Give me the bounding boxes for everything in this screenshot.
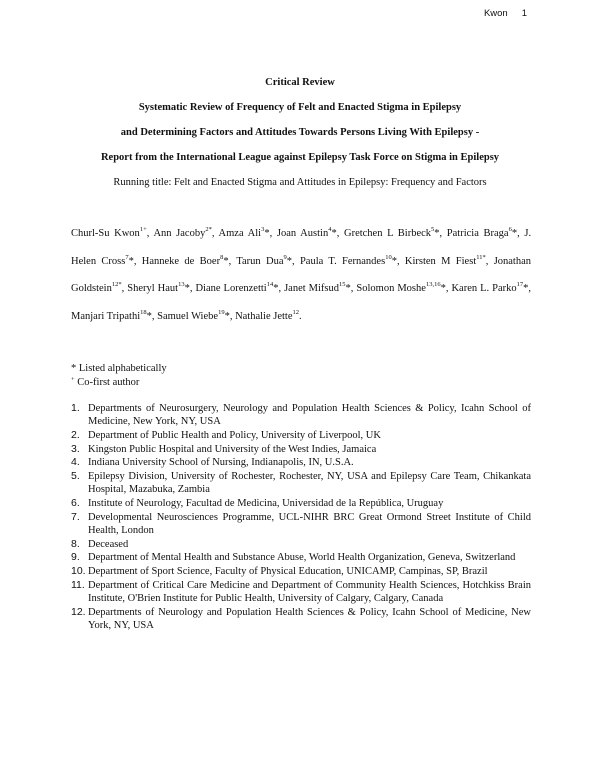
affiliation-item <box>71 606 531 632</box>
author-affiliation-sup: 2* <box>205 226 212 233</box>
author-entry <box>404 253 494 267</box>
author-name: Nathalie Jette <box>235 310 293 322</box>
author-affiliation-sup: 9 <box>283 253 287 261</box>
author-separator: , <box>211 228 219 239</box>
author-affiliation-sup: 1+ <box>139 226 147 233</box>
author-name: Jonathan Goldstein <box>71 255 532 294</box>
affiliation-number: 4. <box>71 456 80 469</box>
author-affiliation-sup: 3 <box>261 226 265 233</box>
affiliation-text: Department of Sport Science, Faculty of Physical Education, UNICAMP, Campinas, SP, Brazil <box>88 565 488 577</box>
author-name: Ann Jacoby <box>153 228 206 239</box>
co-first-text: Co-first author <box>74 377 140 388</box>
author-name: Gretchen L Birbeck <box>343 228 432 239</box>
author-separator: , <box>146 228 154 239</box>
author-entry <box>71 308 158 322</box>
author-separator: *, <box>184 283 196 294</box>
header-author: Kwon <box>483 8 508 19</box>
author-name: Karen L. Parko <box>451 283 517 294</box>
affiliation-item <box>71 429 531 442</box>
affiliation-text: Kingston Public Hospital and University of the West Indies, Jamaica <box>88 443 377 455</box>
affiliation-number: 8. <box>71 537 80 550</box>
title-block <box>0 70 600 195</box>
page-number: 1 <box>521 8 527 19</box>
affiliation-text: Deceased <box>88 538 129 550</box>
affiliation-item <box>71 538 531 551</box>
author-name: Patricia Braga <box>446 228 509 239</box>
author-separator: *, <box>331 228 344 239</box>
affiliation-text: Department of Public Health and Policy, University of Liverpool, UK <box>88 429 381 441</box>
author-affiliation-sup: 8 <box>220 253 224 261</box>
author-name: Diane Lorenzetti <box>195 283 267 294</box>
author-affiliation-sup: 15 <box>339 281 346 288</box>
author-separator: *, <box>434 228 447 239</box>
author-affiliation-sup: 18 <box>140 308 147 316</box>
author-entry <box>299 253 405 267</box>
note-listed-alphabetically: * Listed alphabetically <box>71 363 167 374</box>
author-list <box>71 220 531 330</box>
author-separator: *, <box>391 255 405 267</box>
author-entry <box>356 283 451 294</box>
author-separator: *, <box>223 255 237 267</box>
affiliation-number: 5. <box>71 470 80 483</box>
title-line-1: Systematic Review of Frequency of Felt and Enacted Stigma in Epilepsy <box>138 102 462 113</box>
affiliation-number: 6. <box>71 496 80 509</box>
author-entry <box>195 283 284 294</box>
affiliation-text: Department of Mental Health and Substance Abuse, World Health Organization, Geneva, Switzerland <box>88 552 516 564</box>
affiliation-item <box>71 443 531 456</box>
running-header <box>484 8 527 19</box>
author-separator: *, <box>345 283 357 294</box>
author-affiliation-sup: 7 <box>125 253 129 261</box>
author-affiliation-sup: 4 <box>328 226 332 233</box>
author-affiliation-sup: 11* <box>476 253 486 261</box>
author-name: Solomon Moshe <box>356 283 426 294</box>
affiliation-item <box>71 511 531 537</box>
author-name: Janet Mifsud <box>284 283 340 294</box>
author-entry <box>451 283 531 294</box>
affiliation-text: Institute of Neurology, Facultad de Medicina, Universidad de la República, Uruguay <box>88 497 444 509</box>
author-separator: *, <box>273 283 285 294</box>
affiliation-text: Department of Critical Care Medicine and Department of Community Health Sciences, Hotchkiss Brain Institute, O'Brien Institute for Public Health, University of Calgary, Calgary, Canada <box>88 579 531 604</box>
article-category: Critical Review <box>265 77 335 88</box>
author-affiliation-sup: 12* <box>111 281 122 288</box>
author-affiliation-sup: 5 <box>431 226 435 233</box>
affiliation-number: 1. <box>71 402 80 414</box>
affiliation-text: Developmental Neurosciences Programme, UCL-NIHR BRC Great Ormond Street Institute of Child Health, London <box>88 511 531 536</box>
author-affiliation-sup: 19 <box>218 308 225 316</box>
affiliation-item <box>71 456 531 469</box>
affiliation-number: 10. <box>71 564 86 577</box>
author-affiliation-sup: 12 <box>292 308 299 316</box>
affiliation-number: 12. <box>71 605 86 618</box>
title-line-2: and Determining Factors and Attitudes Towards Persons Living With Epilepsy - <box>120 127 480 138</box>
affiliation-text: Departments of Neurology and Population Health Sciences & Policy, Icahn School of Medicine, New York, NY, USA <box>88 606 531 631</box>
author-separator: , <box>121 283 128 294</box>
author-name: Amza Ali <box>218 228 262 239</box>
author-entry <box>344 228 447 239</box>
author-name: Sheryl Haut <box>127 283 179 294</box>
author-entry <box>235 308 302 322</box>
affiliation-item <box>71 497 531 510</box>
author-separator: *, <box>146 310 158 322</box>
affiliation-text: Indiana University School of Nursing, Indianapolis, IN, U.S.A. <box>88 457 354 469</box>
co-first-symbol: + <box>71 376 75 383</box>
author-affiliation-sup: 17 <box>516 281 524 288</box>
author-entry <box>277 228 344 239</box>
affiliation-item <box>71 551 531 564</box>
author-entry <box>153 228 218 239</box>
author-name: Churl-Su Kwon <box>71 228 140 239</box>
author-entry <box>447 228 525 239</box>
author-separator: *, <box>440 283 452 294</box>
author-name: Tarun Dua <box>236 255 284 267</box>
author-entry <box>127 283 195 294</box>
note-co-first-author <box>71 376 167 390</box>
author-entry <box>141 253 237 267</box>
affiliation-number: 2. <box>71 428 80 441</box>
author-affiliation-sup: 13 <box>178 281 185 288</box>
author-notes <box>71 362 167 390</box>
author-name: Samuel Wiebe <box>157 310 219 322</box>
author-affiliation-sup: 14 <box>266 281 274 288</box>
affiliation-item <box>71 565 531 578</box>
author-affiliation-sup: 13,16 <box>425 281 441 288</box>
author-separator: *, <box>128 255 142 267</box>
author-name: Hanneke de Boer <box>141 255 221 267</box>
author-name: Paula T. Fernandes <box>299 255 386 267</box>
author-name: J. Helen Cross <box>71 228 532 267</box>
affiliation-text: Epilepsy Division, University of Rochester, Rochester, NY, USA and Epilepsy Care Team, Chikankata Hospital, Mazabuka, Zambia <box>88 471 531 496</box>
affiliation-number: 9. <box>71 551 80 564</box>
author-name: Joan Austin <box>276 228 329 239</box>
author-name: Kirsten M Fiest <box>404 255 477 267</box>
affiliation-item <box>71 402 531 428</box>
author-separator: *, <box>523 283 532 294</box>
author-entry <box>71 228 153 239</box>
author-entry <box>157 308 236 322</box>
affiliation-number: 11. <box>71 578 85 591</box>
author-entry <box>236 253 300 267</box>
running-title: Running title: Felt and Enacted Stigma and Attitudes in Epilepsy: Frequency and Factors <box>113 177 487 188</box>
author-entry <box>284 283 356 294</box>
author-separator: *, <box>286 255 300 267</box>
author-separator: *, <box>264 228 277 239</box>
title-line-3: Report from the International League against Epilepsy Task Force on Stigma in Epilepsy <box>100 152 500 163</box>
author-separator: *, <box>224 310 236 322</box>
affiliation-text: Departments of Neurosurgery, Neurology and Population Health Sciences & Policy, Icahn School of Medicine, New York, NY, USA <box>88 403 531 428</box>
affiliation-list <box>71 402 531 632</box>
affiliation-item <box>71 470 531 496</box>
author-affiliation-sup: 6 <box>508 226 512 233</box>
author-separator: , <box>485 255 494 267</box>
author-affiliation-sup: 10 <box>385 253 392 261</box>
affiliation-number: 7. <box>71 510 80 523</box>
author-name: Manjari Tripathi <box>71 310 141 322</box>
affiliation-item <box>71 579 531 605</box>
affiliation-number: 3. <box>71 442 80 455</box>
author-separator: . <box>299 310 302 322</box>
author-separator: *, <box>511 228 525 239</box>
author-entry <box>219 228 277 239</box>
